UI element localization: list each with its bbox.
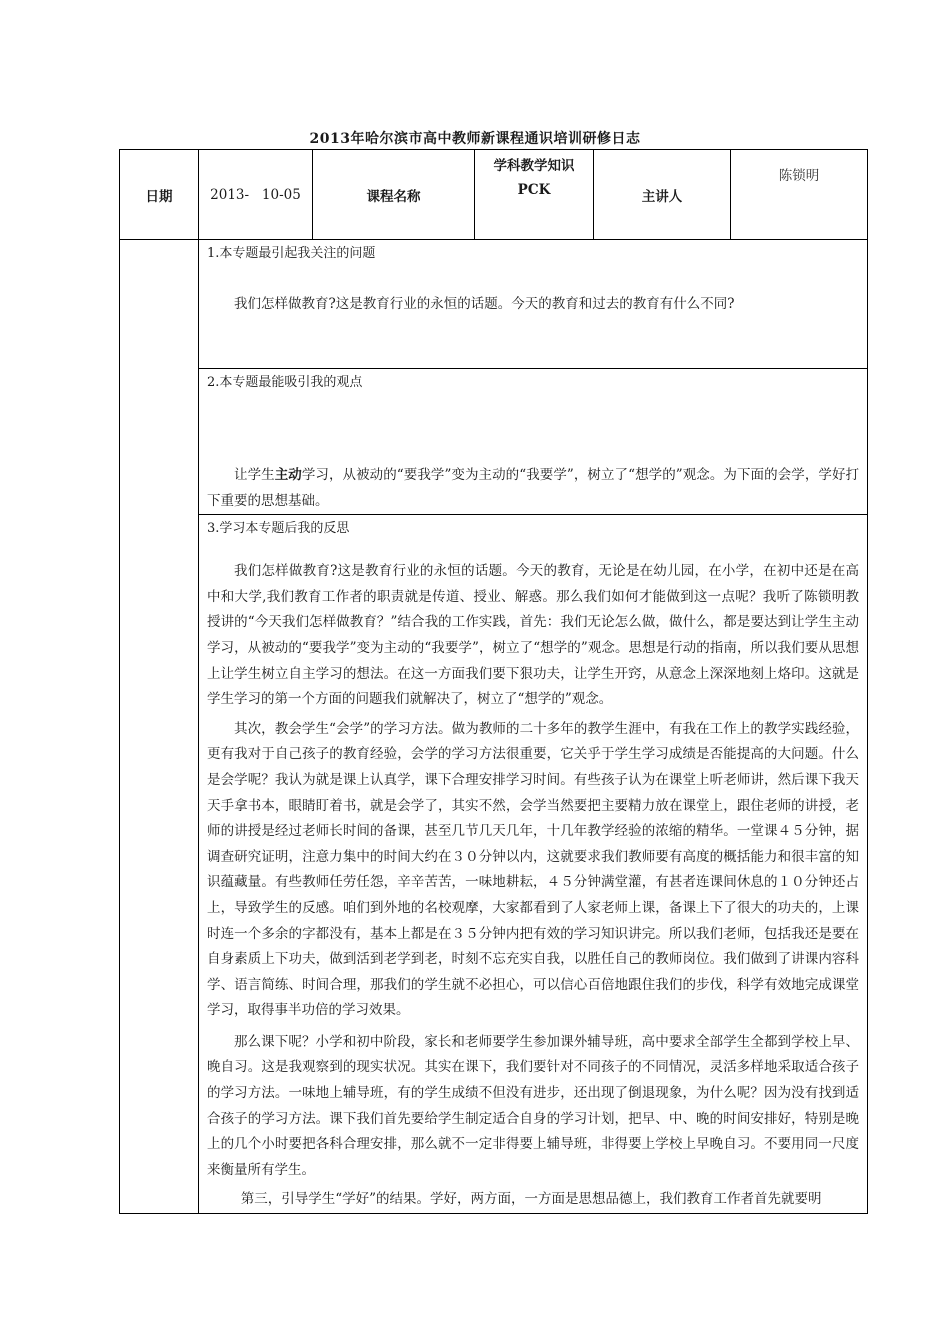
section-2-text-bold: 主动: [274, 467, 302, 483]
section-row-3: [120, 515, 868, 1214]
section-3-paragraph: 我们怎样做教育?这是教育行业的永恒的话题。今天的教育，无论是在幼儿园，在小学，在初中还是在高中和大学,我们教育工作者的职责就是传道、授业、解惑。那么我们如何才能做到这一点呢？我听了陈锁明教授讲的“今天我们怎样做教育？”结合我的工作实践，首先：我们无论怎么做，做什么，都是要达到让学生主动学习，从被动的“要我学”变为主动的“我要学”，树立了“想学的”观念。思想是行动的指南，所以我们要从思想上让学生树立自主学习的想法。在这一方面我们要下狠功夫，让学生开窍，从意念上深深地刻上烙印。这就是学生学习的第一个方面的问题我们就解决了，树立了“想学的”观念。: [207, 563, 859, 708]
section-1-cell: [199, 240, 868, 369]
section-2-text: [199, 463, 867, 514]
left-margin-cell: [120, 240, 199, 1214]
section-row-2: [120, 369, 868, 515]
course-name-line2: PCK: [517, 182, 551, 198]
section-3-paragraph: 第三，引导学生“学好”的结果。学好，两方面，一方面是思想品德上，我们教育工作者首先就要明: [240, 1191, 822, 1208]
speaker-value: 陈锁明: [731, 150, 868, 240]
course-name-line1: 学科教学知识: [493, 158, 575, 174]
header-row: [120, 150, 868, 240]
course-name-label: 课程名称: [313, 150, 475, 240]
research-log-table: [119, 149, 868, 1214]
speaker-label: 主讲人: [594, 150, 731, 240]
document-title: 2013年哈尔滨市高中教师新课程通识培训研修日志: [309, 131, 641, 147]
date-value: 2013- 10-05: [199, 150, 313, 240]
section-1-heading: 1.本专题最引起我关注的问题: [207, 246, 376, 261]
section-3-paragraph: 那么课下呢？小学和初中阶段，家长和老师要学生参加课外辅导班，高中要求全部学生全都到学校上早、晚自习。这是我观察到的现实状况。其实在课下，我们要针对不同孩子的不同情况，灵活多样地采取适合孩子的学习方法。一味地上辅导班，有的学生成绩不但没有进步，还出现了倒退现象，为什么呢？因为没有找到适合孩子的学习方法。课下我们首先要给学生制定适合自身的学习计划，把早、中、晚的时间安排好，特别是晚上的几个小时要把各科合理安排，那么就不一定非得要上辅导班，非得要上学校上早晚自习。不要用同一尺度来衡量所有学生。: [207, 1033, 859, 1178]
section-3-heading: 3.学习本专题后我的反思: [207, 521, 350, 537]
section-2-text-before: 让学生: [234, 467, 275, 483]
date-label: 日期: [120, 150, 199, 240]
section-3-paragraph: 其次，教会学生“会学”的学习方法。做为教师的二十多年的教学生涯中，有我在工作上的教学实践经验，更有我对于自己孩子的教育经验，会学的学习方法很重要，它关乎于学生学习成绩是否能提高的大问题。什么是会学呢？我认为就是课上认真学，课下合理安排学习时间。有些孩子认为在课堂上听老师讲，然后课下我天天手拿书本，眼睛盯着书，就是会学了，其实不然，会学当然要把主要精力放在课堂上，跟住老师的讲授，老师的讲授是经过老师长时间的备课，甚至几节几天几年，十几年教学经验的浓缩的精华。一堂课４５分钟，据调查研究证明，注意力集中的时间大约在３０分钟以内，这就要求我们教师要有高度的概括能力和很丰富的知识蕴藏量。有些教师任劳任怨，辛辛苦苦，一味地耕耘，４５分钟满堂灌，有甚者连课间休息的１０分钟还占上，导致学生的反感。咱们到外地的名校观摩，大家都看到了人家老师上课，备课上下了很大的功夫的，上课时连一个多余的字都没有，基本上都是在３５分钟内把有效的学习知识讲完。所以我们老师，包括我还是要在自身素质上下功夫，做到活到老学到老，时刻不忘充实自我，以胜任自己的教师岗位。我们做到了讲课内容科学、语言简练、时间合理，那我们的学生就不必担心，可以信心百倍地跟住我们的步伐，科学有效地完成课堂学习，取得事半功倍的学习效果。: [207, 720, 859, 1019]
section-3-cell: [199, 515, 868, 1214]
section-2-heading: 2.本专题最能吸引我的观点: [207, 375, 363, 390]
section-2-text-after: 学习，从被动的“要我学”变为主动的“我要学”，树立了“想学的”观念。为下面的会学，学好打下重要的思想基础。: [207, 467, 860, 509]
section-2-cell: [199, 369, 868, 515]
section-1-text: 我们怎样做教育?这是教育行业的永恒的话题。今天的教育和过去的教育有什么不同?: [234, 296, 735, 312]
course-name-value: [475, 150, 594, 240]
section-row-1: [120, 240, 868, 369]
